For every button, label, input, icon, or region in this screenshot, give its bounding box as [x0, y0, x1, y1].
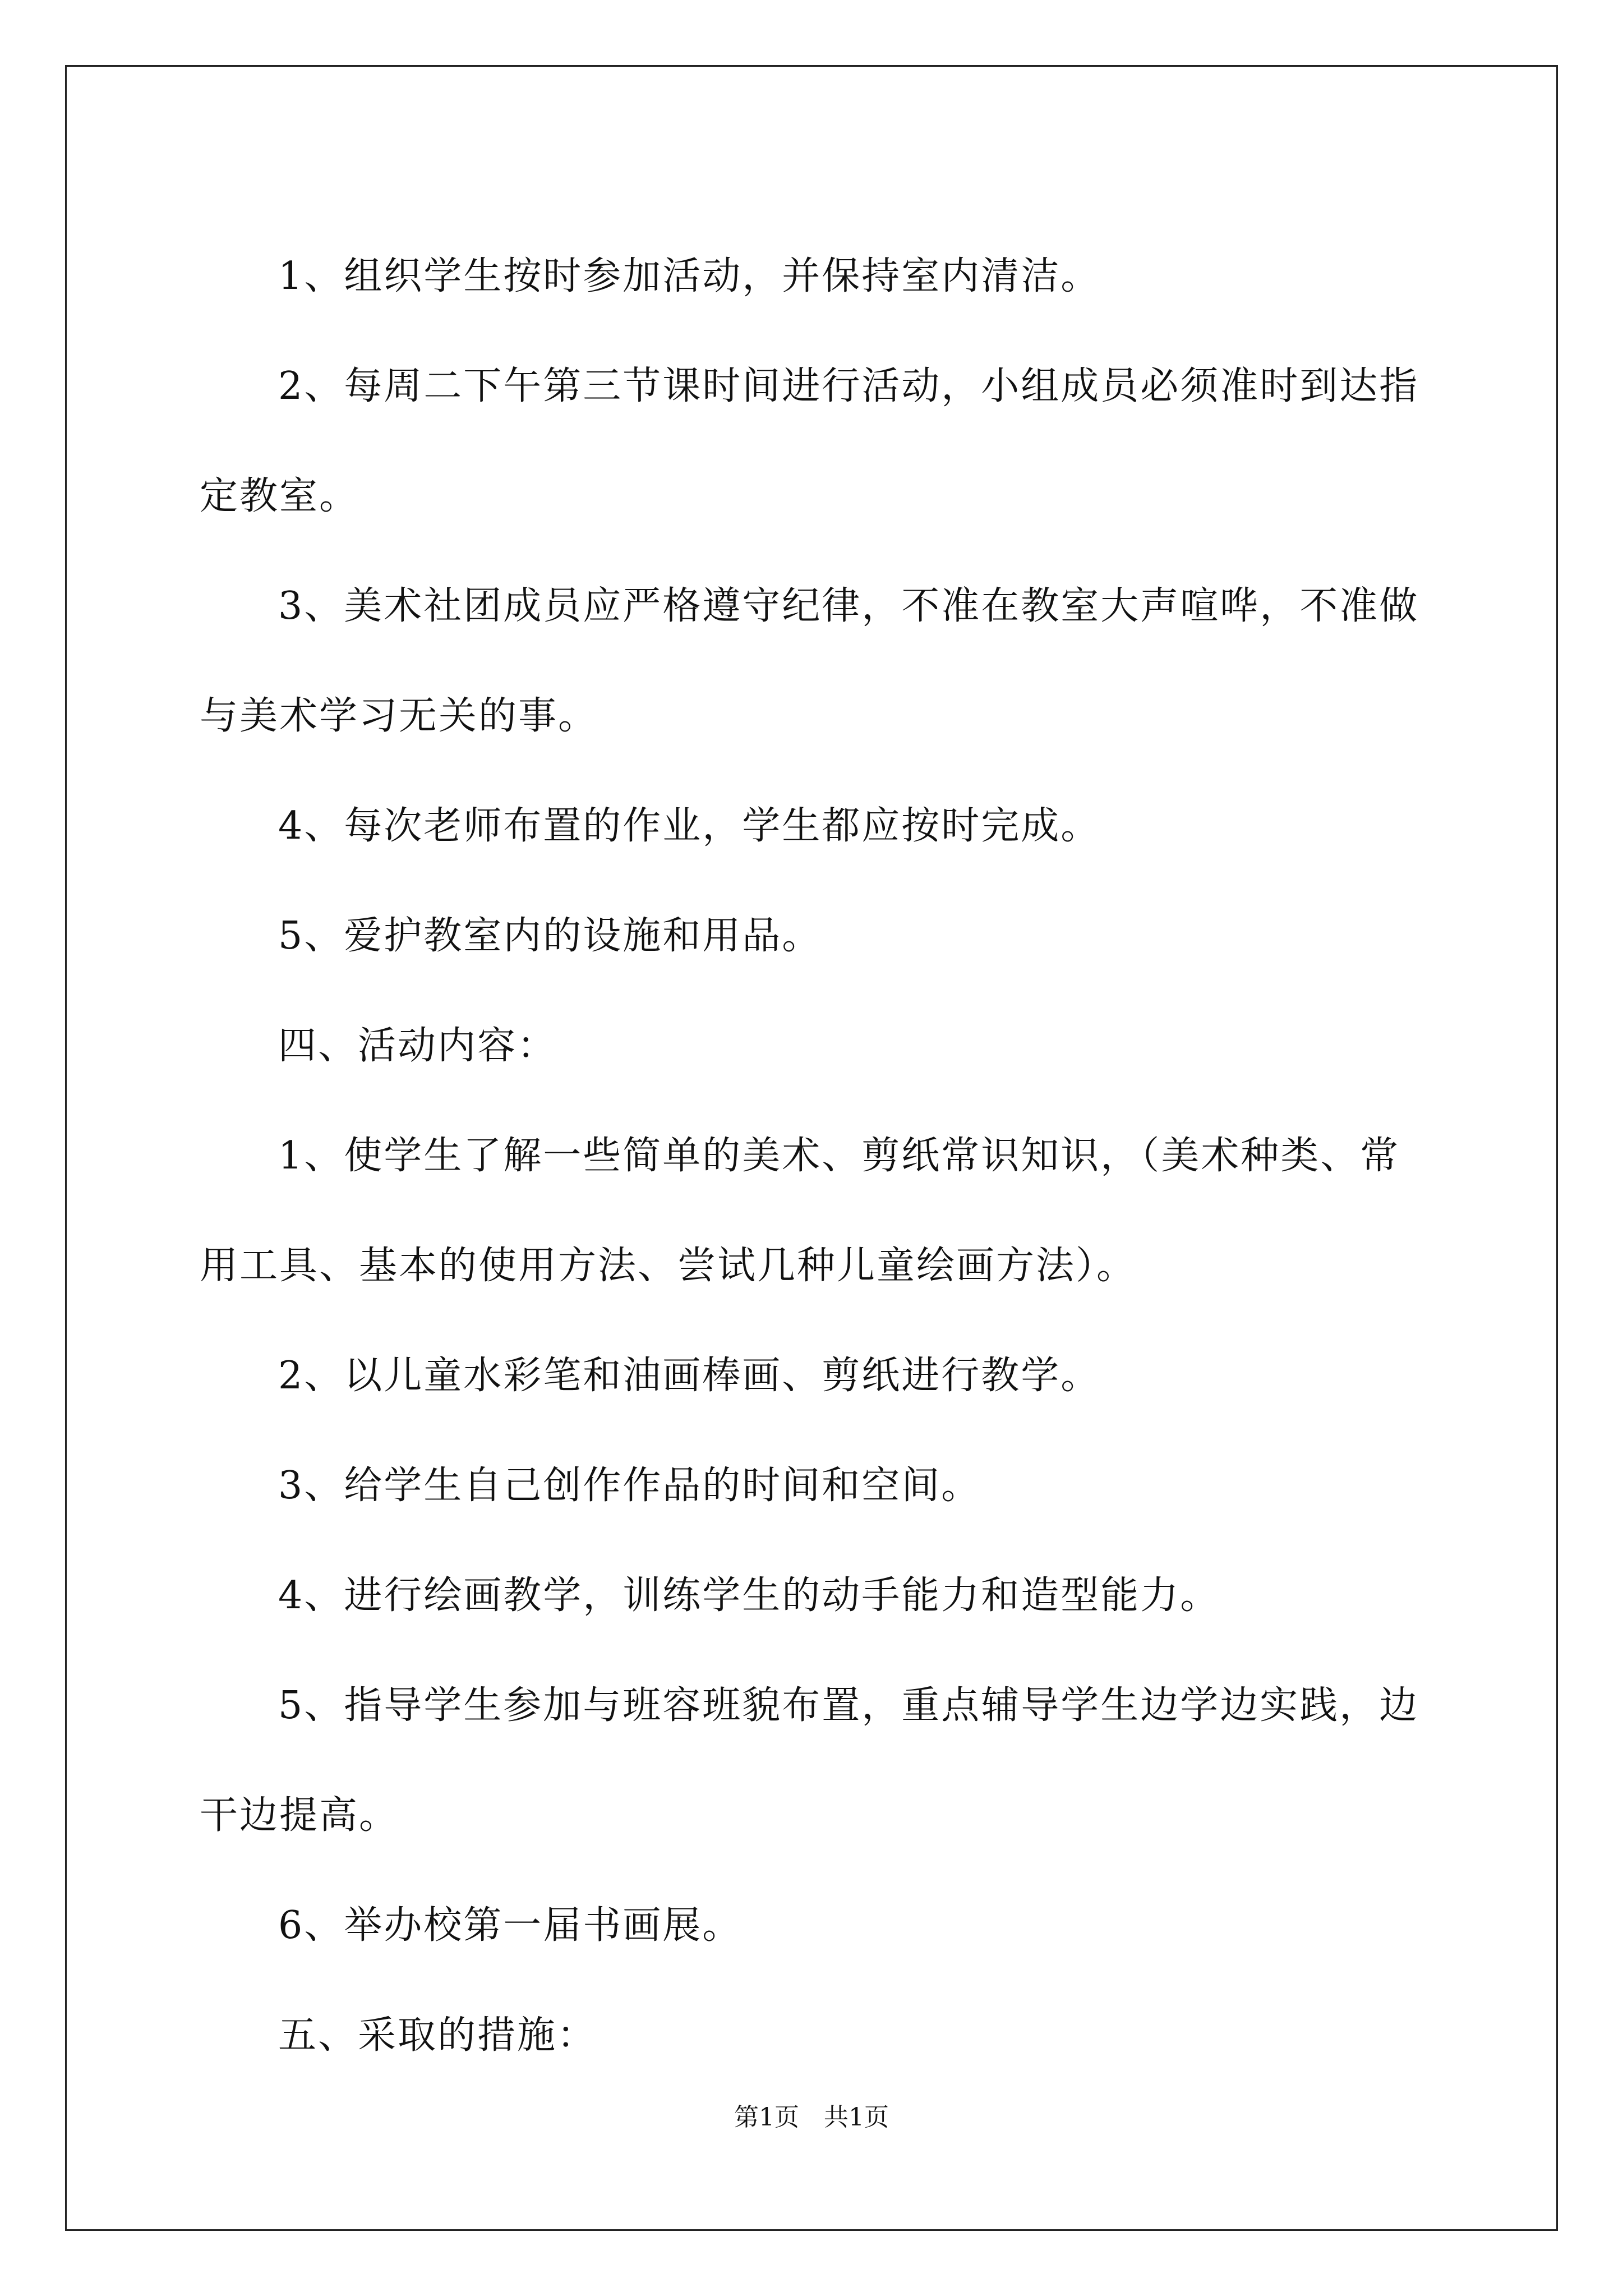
paragraph-content-2: 2、以儿童水彩笔和油画棒画、剪纸进行教学。 [278, 1354, 1101, 1398]
paragraph-rule-1: 1、组织学生按时参加活动，并保持室内清洁。 [278, 254, 1101, 298]
document-body [200, 222, 1428, 2091]
paragraph-content-3: 3、给学生自己创作作品的时间和空间。 [278, 1464, 981, 1508]
section-heading-activity-content: 四、活动内容： [278, 1024, 557, 1068]
section-heading-measures: 五、采取的措施： [278, 2013, 597, 2058]
paragraph-content-6: 6、举办校第一届书画展。 [278, 1903, 743, 1948]
paragraph-rule-4: 4、每次老师布置的作业，学生都应按时完成。 [278, 804, 1101, 848]
paragraph-content-4: 4、进行绘画教学，训练学生的动手能力和造型能力。 [278, 1573, 1220, 1618]
paragraph-rule-5: 5、爱护教室内的设施和用品。 [278, 914, 822, 958]
paragraph-content-5: 5、指导学生参加与班容班貌布置，重点辅导学生边学边实践，边干边提高。 [200, 1683, 1419, 1838]
paragraph-rule-2: 2、每周二下午第三节课时间进行活动，小组成员必须准时到达指定教室。 [200, 364, 1419, 518]
paragraph-content-1: 1、使学生了解一些简单的美术、剪纸常识知识，（美术种类、常用工具、基本的使用方法、尝试几种儿童绘画方法）。 [200, 1134, 1400, 1288]
paragraph-rule-3: 3、美术社团成员应严格遵守纪律，不准在教室大声喧哗，不准做与美术学习无关的事。 [200, 584, 1419, 738]
page-footer: 第1页 共1页 [734, 2103, 889, 2132]
